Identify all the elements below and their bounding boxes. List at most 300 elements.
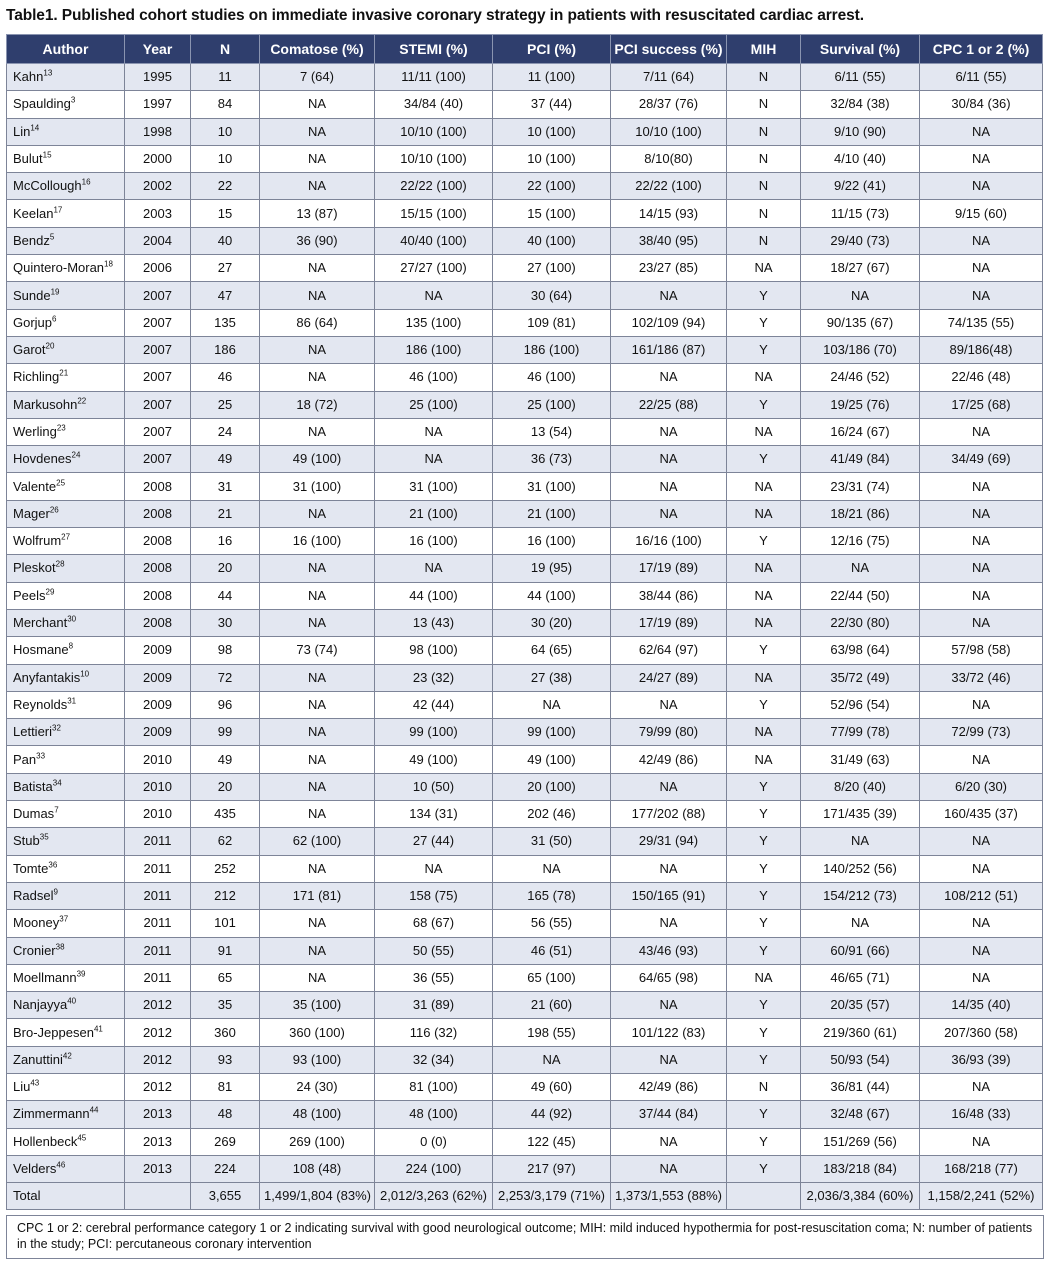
- cell-comatose: 24 (30): [260, 1073, 375, 1100]
- cell-pci-success: 37/44 (84): [611, 1101, 727, 1128]
- cell-n: 16: [191, 528, 260, 555]
- cell-stemi: 27 (44): [375, 828, 493, 855]
- cell-mih: Y: [727, 855, 801, 882]
- author-name: Gorjup: [13, 314, 53, 330]
- cell-n: 49: [191, 746, 260, 773]
- cell-pci: 64 (65): [493, 637, 611, 664]
- reference-number: 45: [77, 1133, 87, 1143]
- table-row: [7, 91, 1043, 118]
- cell-author: [7, 473, 125, 500]
- cell-pci-success: 38/44 (86): [611, 582, 727, 609]
- cell-cpc: 6/20 (30): [920, 773, 1043, 800]
- reference-number: 22: [77, 396, 87, 406]
- author-name: Zimmermann: [13, 1106, 90, 1122]
- cell-mih: Y: [727, 828, 801, 855]
- cell-pci-success: 177/202 (88): [611, 801, 727, 828]
- cell-year: 2000: [125, 145, 191, 172]
- reference-number: 21: [59, 369, 69, 379]
- cell-stemi: NA: [375, 446, 493, 473]
- reference-number: 38: [55, 942, 65, 952]
- cell-survival: 18/27 (67): [801, 255, 920, 282]
- author-name: Hovdenes: [13, 451, 72, 467]
- cell-year: 2003: [125, 200, 191, 227]
- cell-author: [7, 1101, 125, 1128]
- cell-author: [7, 173, 125, 200]
- table-row: [7, 855, 1043, 882]
- cell-year: 2013: [125, 1128, 191, 1155]
- cell-n: 10: [191, 118, 260, 145]
- cell-author: [7, 719, 125, 746]
- author-name: Stub: [13, 833, 40, 849]
- cell-year: 2008: [125, 528, 191, 555]
- author-name: Valente: [13, 478, 57, 494]
- total-label: Total: [7, 1183, 125, 1210]
- cell-cpc: NA: [920, 937, 1043, 964]
- cell-stemi: 135 (100): [375, 309, 493, 336]
- total-row: [7, 1183, 1043, 1210]
- cell-year: 2012: [125, 992, 191, 1019]
- cell-pci-success: NA: [611, 1046, 727, 1073]
- cell-year: 2004: [125, 227, 191, 254]
- cell-n: 101: [191, 910, 260, 937]
- cell-mih: Y: [727, 528, 801, 555]
- cell-comatose: 108 (48): [260, 1155, 375, 1182]
- cell-author: [7, 1046, 125, 1073]
- author-name: Cronier: [13, 942, 56, 958]
- table-row: [7, 691, 1043, 718]
- cell-survival: NA: [801, 555, 920, 582]
- cell-mih: Y: [727, 882, 801, 909]
- cell-author: [7, 555, 125, 582]
- cell-year: 2011: [125, 882, 191, 909]
- cell-n: 20: [191, 773, 260, 800]
- cell-cpc: NA: [920, 555, 1043, 582]
- cell-comatose: NA: [260, 582, 375, 609]
- cell-pci-success: 10/10 (100): [611, 118, 727, 145]
- cell-year: 2002: [125, 173, 191, 200]
- cell-stemi: NA: [375, 418, 493, 445]
- cell-mih: Y: [727, 1046, 801, 1073]
- table-row: [7, 937, 1043, 964]
- cell-cpc: NA: [920, 828, 1043, 855]
- cell-stemi: 10/10 (100): [375, 118, 493, 145]
- cell-year: 2008: [125, 555, 191, 582]
- cell-author: [7, 1155, 125, 1182]
- table-row: [7, 582, 1043, 609]
- table-row: [7, 446, 1043, 473]
- table-row: [7, 64, 1043, 91]
- cell-pci: 15 (100): [493, 200, 611, 227]
- cell-pci: 27 (38): [493, 664, 611, 691]
- cell-cpc: NA: [920, 473, 1043, 500]
- cell-mih: Y: [727, 801, 801, 828]
- cell-n: 81: [191, 1073, 260, 1100]
- cell-pci: 31 (100): [493, 473, 611, 500]
- cell-mih: NA: [727, 418, 801, 445]
- cell-pci: 65 (100): [493, 964, 611, 991]
- cell-survival: NA: [801, 910, 920, 937]
- cell-author: [7, 746, 125, 773]
- cell-survival: 22/30 (80): [801, 609, 920, 636]
- cell-stemi: 68 (67): [375, 910, 493, 937]
- cell-author: [7, 882, 125, 909]
- cell-author: [7, 528, 125, 555]
- cell-stemi: 44 (100): [375, 582, 493, 609]
- cell-pci: NA: [493, 855, 611, 882]
- cell-n: 46: [191, 364, 260, 391]
- reference-number: 8: [68, 642, 74, 652]
- cell-pci-success: 23/27 (85): [611, 255, 727, 282]
- cell-author: [7, 609, 125, 636]
- cell-comatose: NA: [260, 664, 375, 691]
- cell-stemi: 23 (32): [375, 664, 493, 691]
- cell-author: [7, 282, 125, 309]
- cell-mih: Y: [727, 446, 801, 473]
- cell-pci-success: NA: [611, 418, 727, 445]
- cell-comatose: NA: [260, 719, 375, 746]
- cell-survival: 154/212 (73): [801, 882, 920, 909]
- cell-year: 2011: [125, 855, 191, 882]
- table-row: [7, 828, 1043, 855]
- cell-comatose: 171 (81): [260, 882, 375, 909]
- col-header-pci: PCI (%): [493, 35, 611, 64]
- reference-number: 34: [52, 778, 62, 788]
- cell-mih: NA: [727, 500, 801, 527]
- cell-mih: NA: [727, 473, 801, 500]
- cell-stemi: 31 (89): [375, 992, 493, 1019]
- cell-pci: 25 (100): [493, 391, 611, 418]
- cell-n: 360: [191, 1019, 260, 1046]
- cell-cpc: NA: [920, 500, 1043, 527]
- cell-pci: 22 (100): [493, 173, 611, 200]
- reference-number: 44: [89, 1106, 99, 1116]
- cell-year: 2010: [125, 801, 191, 828]
- table-row: [7, 910, 1043, 937]
- cell-comatose: NA: [260, 118, 375, 145]
- cell-mih: NA: [727, 964, 801, 991]
- reference-number: 9: [53, 887, 58, 897]
- cell-stemi: 81 (100): [375, 1073, 493, 1100]
- cell-n: 96: [191, 691, 260, 718]
- cell-mih: Y: [727, 391, 801, 418]
- cell-cpc: NA: [920, 418, 1043, 445]
- cell-pci-success: NA: [611, 910, 727, 937]
- cell-pci: 202 (46): [493, 801, 611, 828]
- cell-author: [7, 801, 125, 828]
- reference-number: 18: [104, 259, 113, 269]
- cell-mih: Y: [727, 773, 801, 800]
- total-stemi: 2,012/3,263 (62%): [375, 1183, 493, 1210]
- cell-pci-success: 17/19 (89): [611, 555, 727, 582]
- cell-survival: 20/35 (57): [801, 992, 920, 1019]
- reference-number: 33: [36, 751, 46, 761]
- cell-survival: 151/269 (56): [801, 1128, 920, 1155]
- cell-year: 1995: [125, 64, 191, 91]
- table-row: [7, 118, 1043, 145]
- cell-comatose: NA: [260, 773, 375, 800]
- cell-stemi: NA: [375, 282, 493, 309]
- cell-n: 65: [191, 964, 260, 991]
- cell-year: 2010: [125, 746, 191, 773]
- cell-n: 84: [191, 91, 260, 118]
- reference-number: 14: [30, 123, 40, 133]
- reference-number: 28: [55, 560, 65, 570]
- cell-pci: 56 (55): [493, 910, 611, 937]
- cell-survival: 219/360 (61): [801, 1019, 920, 1046]
- reference-number: 15: [42, 150, 52, 160]
- cell-pci: 30 (20): [493, 609, 611, 636]
- table-row: [7, 1128, 1043, 1155]
- author-name: Markusohn: [13, 396, 78, 412]
- table-row: [7, 664, 1043, 691]
- cell-mih: N: [727, 91, 801, 118]
- cell-stemi: 158 (75): [375, 882, 493, 909]
- author-name: Hosmane: [13, 642, 69, 658]
- cell-pci: 40 (100): [493, 227, 611, 254]
- cell-survival: 31/49 (63): [801, 746, 920, 773]
- cell-stemi: 32 (34): [375, 1046, 493, 1073]
- cell-pci-success: 14/15 (93): [611, 200, 727, 227]
- reference-number: 46: [56, 1160, 66, 1170]
- cell-stemi: 27/27 (100): [375, 255, 493, 282]
- author-name: Batista: [13, 778, 53, 794]
- cell-cpc: NA: [920, 855, 1043, 882]
- cell-mih: N: [727, 227, 801, 254]
- cell-pci: 122 (45): [493, 1128, 611, 1155]
- cell-pci-success: NA: [611, 992, 727, 1019]
- cell-pci-success: 22/25 (88): [611, 391, 727, 418]
- cell-comatose: NA: [260, 282, 375, 309]
- cell-cpc: 34/49 (69): [920, 446, 1043, 473]
- reference-number: 17: [53, 205, 63, 215]
- cell-pci-success: NA: [611, 773, 727, 800]
- table-row: [7, 773, 1043, 800]
- cell-pci-success: NA: [611, 282, 727, 309]
- cell-author: [7, 64, 125, 91]
- cell-pci-success: NA: [611, 1155, 727, 1182]
- cell-survival: 6/11 (55): [801, 64, 920, 91]
- col-header-survival: Survival (%): [801, 35, 920, 64]
- cell-author: [7, 1073, 125, 1100]
- table-row: [7, 200, 1043, 227]
- cell-n: 224: [191, 1155, 260, 1182]
- table-row: [7, 882, 1043, 909]
- cell-year: 2007: [125, 282, 191, 309]
- reference-number: 7: [54, 805, 59, 815]
- cell-author: [7, 910, 125, 937]
- cell-year: 2011: [125, 964, 191, 991]
- author-name: Richling: [13, 369, 60, 385]
- cell-pci-success: NA: [611, 691, 727, 718]
- reference-number: 37: [59, 915, 69, 925]
- cell-comatose: NA: [260, 173, 375, 200]
- cell-pci-success: 62/64 (97): [611, 637, 727, 664]
- cell-pci-success: 8/10(80): [611, 145, 727, 172]
- cell-author: [7, 992, 125, 1019]
- author-name: Lin: [13, 123, 31, 139]
- cell-stemi: 42 (44): [375, 691, 493, 718]
- cell-year: 2007: [125, 309, 191, 336]
- table-row: [7, 309, 1043, 336]
- cell-pci: NA: [493, 1046, 611, 1073]
- cell-cpc: NA: [920, 255, 1043, 282]
- cell-survival: 60/91 (66): [801, 937, 920, 964]
- cell-mih: NA: [727, 582, 801, 609]
- cell-comatose: 35 (100): [260, 992, 375, 1019]
- cell-author: [7, 855, 125, 882]
- table-row: [7, 336, 1043, 363]
- cell-mih: Y: [727, 937, 801, 964]
- cell-n: 269: [191, 1128, 260, 1155]
- cell-year: 2010: [125, 773, 191, 800]
- author-name: Mager: [13, 505, 50, 521]
- cell-stemi: 186 (100): [375, 336, 493, 363]
- cell-pci: NA: [493, 691, 611, 718]
- cell-cpc: NA: [920, 609, 1043, 636]
- cell-cpc: NA: [920, 1128, 1043, 1155]
- cell-n: 11: [191, 64, 260, 91]
- cell-survival: 16/24 (67): [801, 418, 920, 445]
- cell-cpc: NA: [920, 1073, 1043, 1100]
- cell-mih: NA: [727, 364, 801, 391]
- cell-author: [7, 1128, 125, 1155]
- author-name: Werling: [13, 424, 57, 439]
- cell-year: 2008: [125, 500, 191, 527]
- col-header-n: N: [191, 35, 260, 64]
- author-name: Wolfrum: [13, 533, 62, 549]
- cell-pci-success: 150/165 (91): [611, 882, 727, 909]
- author-name: Garot: [13, 342, 46, 358]
- reference-number: 31: [67, 696, 77, 706]
- cell-author: [7, 691, 125, 718]
- cell-pci: 44 (100): [493, 582, 611, 609]
- cell-cpc: 36/93 (39): [920, 1046, 1043, 1073]
- cell-pci: 10 (100): [493, 145, 611, 172]
- cell-n: 135: [191, 309, 260, 336]
- cell-year: 2009: [125, 664, 191, 691]
- cell-mih: Y: [727, 1155, 801, 1182]
- cell-comatose: NA: [260, 255, 375, 282]
- cell-stemi: 16 (100): [375, 528, 493, 555]
- cell-survival: 46/65 (71): [801, 964, 920, 991]
- col-header-comatose: Comatose (%): [260, 35, 375, 64]
- total-survival: 2,036/3,384 (60%): [801, 1183, 920, 1210]
- cell-stemi: 36 (55): [375, 964, 493, 991]
- reference-number: 23: [56, 423, 66, 433]
- cell-survival: 19/25 (76): [801, 391, 920, 418]
- reference-number: 42: [62, 1051, 72, 1061]
- cell-stemi: 0 (0): [375, 1128, 493, 1155]
- cell-author: [7, 664, 125, 691]
- table-row: [7, 473, 1043, 500]
- cell-comatose: 16 (100): [260, 528, 375, 555]
- cell-comatose: 13 (87): [260, 200, 375, 227]
- total-pci: 2,253/3,179 (71%): [493, 1183, 611, 1210]
- cell-comatose: 48 (100): [260, 1101, 375, 1128]
- cell-comatose: 360 (100): [260, 1019, 375, 1046]
- cell-year: 2011: [125, 937, 191, 964]
- cell-pci-success: NA: [611, 500, 727, 527]
- cell-survival: 63/98 (64): [801, 637, 920, 664]
- table-row: [7, 719, 1043, 746]
- cell-survival: 41/49 (84): [801, 446, 920, 473]
- author-name: Bro-Jeppesen: [13, 1024, 94, 1040]
- cell-n: 48: [191, 1101, 260, 1128]
- cell-comatose: 93 (100): [260, 1046, 375, 1073]
- cell-comatose: NA: [260, 364, 375, 391]
- cell-comatose: NA: [260, 555, 375, 582]
- cell-survival: 18/21 (86): [801, 500, 920, 527]
- cell-stemi: 50 (55): [375, 937, 493, 964]
- cell-author: [7, 336, 125, 363]
- cell-stemi: 31 (100): [375, 473, 493, 500]
- table-row: [7, 173, 1043, 200]
- cell-year: 1998: [125, 118, 191, 145]
- cell-pci: 27 (100): [493, 255, 611, 282]
- cell-cpc: NA: [920, 528, 1043, 555]
- cell-n: 186: [191, 336, 260, 363]
- cell-year: 2007: [125, 336, 191, 363]
- reference-number: 35: [39, 833, 49, 843]
- cell-pci-success: 28/37 (76): [611, 91, 727, 118]
- cell-n: 30: [191, 609, 260, 636]
- cell-survival: 32/48 (67): [801, 1101, 920, 1128]
- cell-n: 98: [191, 637, 260, 664]
- cell-author: [7, 773, 125, 800]
- cell-pci-success: NA: [611, 364, 727, 391]
- cell-survival: 32/84 (38): [801, 91, 920, 118]
- cell-survival: 36/81 (44): [801, 1073, 920, 1100]
- author-name: McCollough: [13, 178, 82, 194]
- author-name: Pleskot: [13, 560, 56, 576]
- cell-year: 2012: [125, 1073, 191, 1100]
- cell-mih: N: [727, 200, 801, 227]
- cell-n: 21: [191, 500, 260, 527]
- cell-author: [7, 391, 125, 418]
- total-cpc: 1,158/2,241 (52%): [920, 1183, 1043, 1210]
- author-name: Velders: [13, 1161, 57, 1177]
- cell-cpc: 72/99 (73): [920, 719, 1043, 746]
- table-footnote: CPC 1 or 2: cerebral performance category 1 or 2 indicating survival with good neurological outcome; MIH: mild induced hypothermia for post-resuscitation coma; N: number of patients in the study; PCI: percutaneous coronary intervention: [6, 1215, 1044, 1259]
- reference-number: 41: [93, 1024, 103, 1034]
- cell-cpc: 57/98 (58): [920, 637, 1043, 664]
- cell-survival: 23/31 (74): [801, 473, 920, 500]
- cell-comatose: NA: [260, 500, 375, 527]
- total-mih: [727, 1183, 801, 1210]
- cell-cpc: 16/48 (33): [920, 1101, 1043, 1128]
- table-row: [7, 391, 1043, 418]
- table-row: [7, 964, 1043, 991]
- col-header-year: Year: [125, 35, 191, 64]
- cell-mih: NA: [727, 746, 801, 773]
- author-name: Nanjayya: [13, 997, 68, 1013]
- table-row: [7, 1101, 1043, 1128]
- cell-cpc: NA: [920, 173, 1043, 200]
- table-row: [7, 1073, 1043, 1100]
- cell-n: 435: [191, 801, 260, 828]
- cell-cpc: NA: [920, 227, 1043, 254]
- cell-cpc: 160/435 (37): [920, 801, 1043, 828]
- cell-stemi: 21 (100): [375, 500, 493, 527]
- cell-comatose: 36 (90): [260, 227, 375, 254]
- cell-n: 91: [191, 937, 260, 964]
- table-row: [7, 145, 1043, 172]
- cell-pci: 36 (73): [493, 446, 611, 473]
- cell-n: 49: [191, 446, 260, 473]
- cell-cpc: NA: [920, 582, 1043, 609]
- col-header-cpc: CPC 1 or 2 (%): [920, 35, 1043, 64]
- cell-pci: 13 (54): [493, 418, 611, 445]
